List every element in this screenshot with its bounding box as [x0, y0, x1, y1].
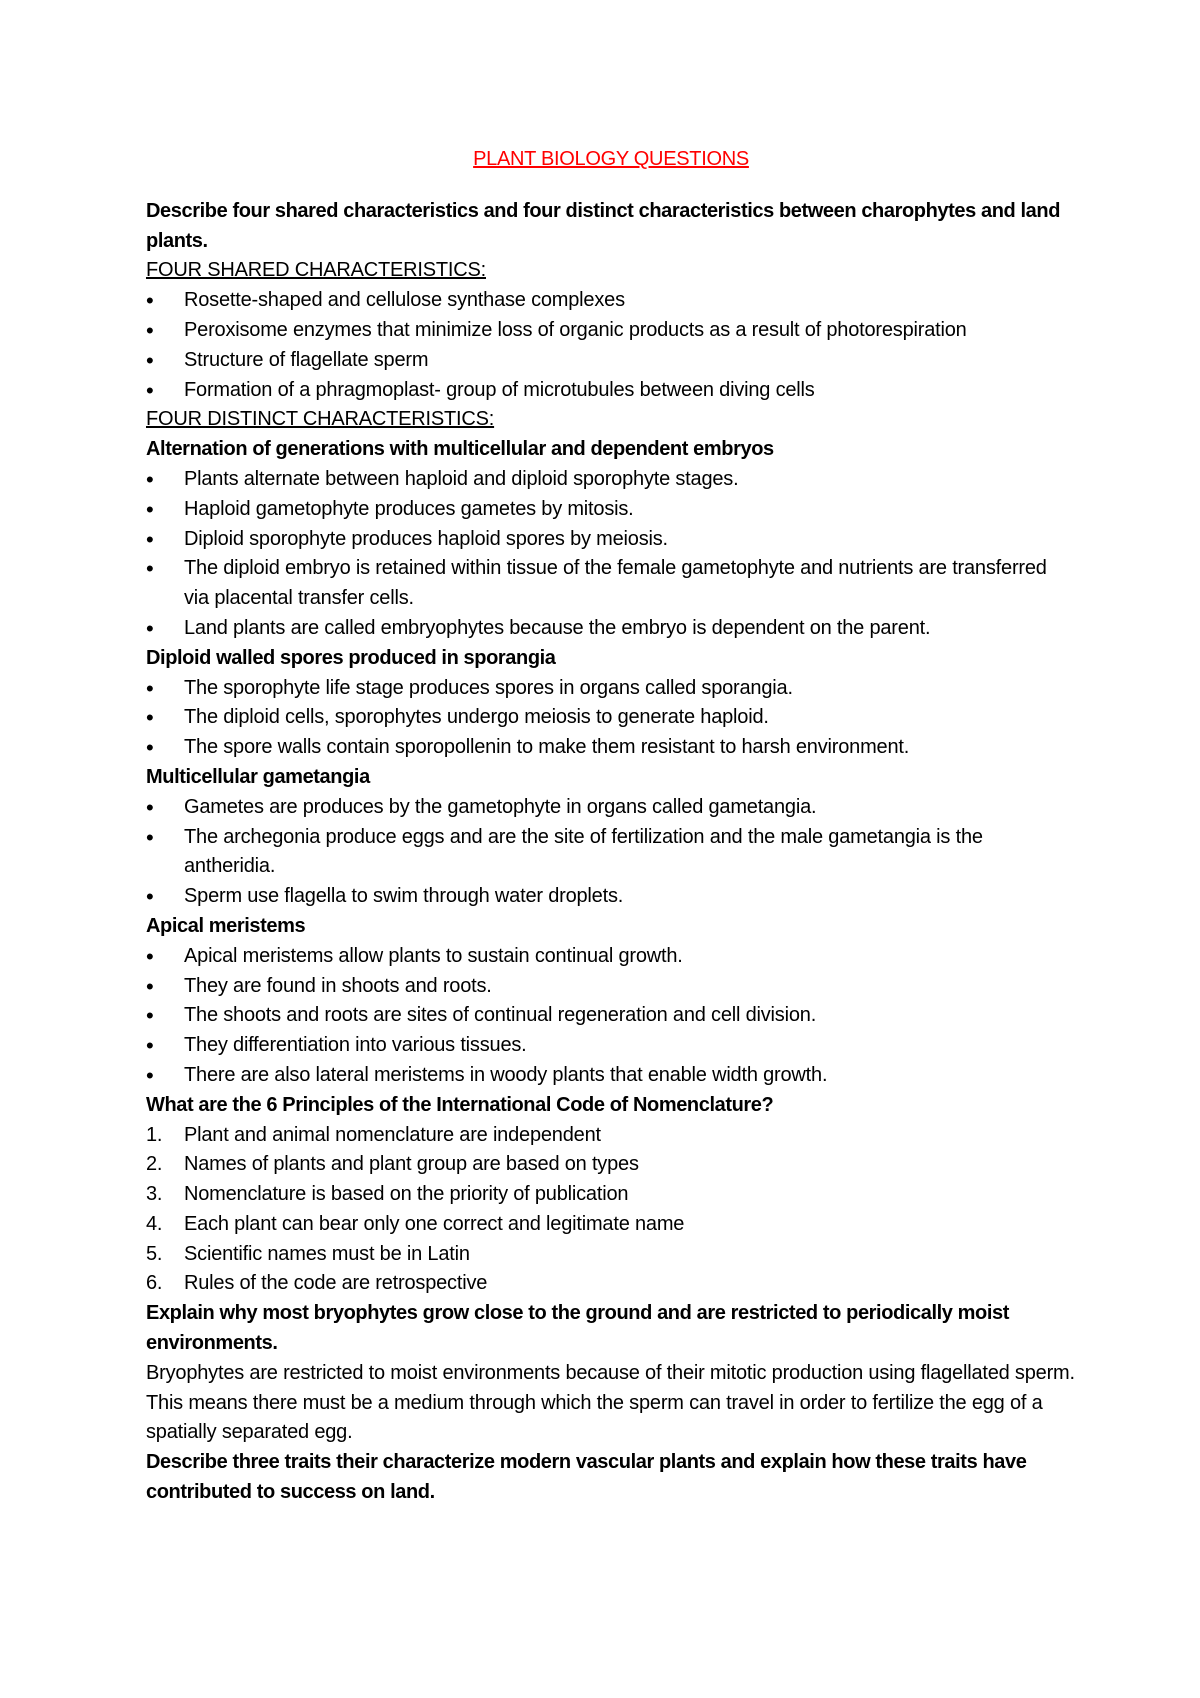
- question-3: Explain why most bryophytes grow close to the ground and are restricted to periodically moist environments.: [146, 1302, 1009, 1355]
- list-item: • The diploid embryo is retained within tissue of the female gametophyte and nutrients are transferred via placental transfer cells.: [146, 554, 1076, 614]
- shared-list: [146, 286, 1076, 405]
- bullet-icon: [146, 525, 176, 557]
- bullet-icon: [146, 1061, 176, 1093]
- list-item: • Land plants are called embryophytes because the embryo is dependent on the parent.: [146, 614, 1076, 644]
- bullet-icon: [146, 1031, 176, 1063]
- bullet-icon: [146, 882, 176, 914]
- list-item: 5. Scientific names must be in Latin: [146, 1240, 1076, 1270]
- list-item: • The archegonia produce eggs and are the site of fertilization and the male gametangia is the antheridia.: [146, 823, 1076, 883]
- list-item: 4. Each plant can bear only one correct and legitimate name: [146, 1210, 1076, 1240]
- distinct-heading: FOUR DISTINCT CHARACTERISTICS:: [146, 408, 495, 431]
- shared-heading: FOUR SHARED CHARACTERISTICS:: [146, 259, 486, 282]
- bullet-icon: [146, 942, 176, 974]
- list-item: • Apical meristems allow plants to sustain continual growth.: [146, 942, 1076, 972]
- question-1: Describe four shared characteristics and four distinct characteristics between charophytes and land plants.: [146, 199, 1061, 252]
- bullet-icon: [146, 823, 176, 855]
- section-list: [146, 793, 1076, 912]
- bullet-icon: [146, 376, 176, 408]
- list-item: • Plants alternate between haploid and diploid sporophyte stages.: [146, 465, 1076, 495]
- answer-paragraph: Bryophytes are restricted to moist environments because of their mitotic production using flagellated sperm. This means there must be a medium through which the sperm can travel in order to fertilize the egg of a spatially separated egg.: [146, 1361, 1075, 1444]
- list-item: • Rosette-shaped and cellulose synthase complexes: [146, 286, 1076, 316]
- bullet-icon: [146, 346, 176, 378]
- list-item: • They are found in shoots and roots.: [146, 972, 1076, 1002]
- list-item: • The spore walls contain sporopollenin to make them resistant to harsh environment.: [146, 733, 1076, 763]
- bullet-icon: [146, 554, 176, 586]
- principles-list: [146, 1121, 1076, 1300]
- list-number: 3.: [146, 1183, 163, 1206]
- list-item: • Structure of flagellate sperm: [146, 346, 1076, 376]
- list-item: • Sperm use flagella to swim through water droplets.: [146, 882, 1076, 912]
- list-number: 5.: [146, 1242, 163, 1265]
- bullet-icon: [146, 703, 176, 735]
- question-4: Describe three traits their characterize modern vascular plants and explain how these traits have contributed to success on land.: [146, 1451, 1027, 1504]
- bullet-icon: [146, 972, 176, 1004]
- bullet-icon: [146, 465, 176, 497]
- list-number: 1.: [146, 1123, 163, 1146]
- list-number: 2.: [146, 1153, 163, 1176]
- list-item: • Diploid sporophyte produces haploid spores by meiosis.: [146, 525, 1076, 555]
- list-item: • The sporophyte life stage produces spores in organs called sporangia.: [146, 674, 1076, 704]
- bullet-icon: [146, 316, 176, 348]
- list-number: 4.: [146, 1212, 163, 1235]
- bullet-icon: [146, 1001, 176, 1033]
- bullet-icon: [146, 674, 176, 706]
- list-item: 2. Names of plants and plant group are based on types: [146, 1150, 1076, 1180]
- section-heading: Alternation of generations with multicellular and dependent embryos: [146, 438, 774, 461]
- list-item: • There are also lateral meristems in woody plants that enable width growth.: [146, 1061, 1076, 1091]
- list-item: • Formation of a phragmoplast- group of microtubules between diving cells: [146, 376, 1076, 406]
- question-2: What are the 6 Principles of the International Code of Nomenclature?: [146, 1093, 774, 1116]
- bullet-icon: [146, 495, 176, 527]
- section-heading: Multicellular gametangia: [146, 765, 370, 788]
- bullet-icon: [146, 614, 176, 646]
- section-list: [146, 674, 1076, 763]
- section-list: [146, 465, 1076, 644]
- section-list: [146, 942, 1076, 1091]
- section-heading: Apical meristems: [146, 914, 306, 937]
- list-item: • The diploid cells, sporophytes undergo meiosis to generate haploid.: [146, 703, 1076, 733]
- list-item: • Peroxisome enzymes that minimize loss of organic products as a result of photorespiration: [146, 316, 1076, 346]
- list-item: • They differentiation into various tissues.: [146, 1031, 1076, 1061]
- bullet-icon: [146, 286, 176, 318]
- list-item: • The shoots and roots are sites of continual regeneration and cell division.: [146, 1001, 1076, 1031]
- page-title: PLANT BIOLOGY QUESTIONS: [473, 148, 749, 170]
- list-item: • Haploid gametophyte produces gametes by mitosis.: [146, 495, 1076, 525]
- list-item: • Gametes are produces by the gametophyte in organs called gametangia.: [146, 793, 1076, 823]
- bullet-icon: [146, 793, 176, 825]
- list-number: 6.: [146, 1272, 163, 1295]
- list-item: 6. Rules of the code are retrospective: [146, 1269, 1076, 1299]
- bullet-icon: [146, 733, 176, 765]
- list-item: 1. Plant and animal nomenclature are independent: [146, 1121, 1076, 1151]
- document-body: [146, 145, 1076, 1508]
- list-item: 3. Nomenclature is based on the priority of publication: [146, 1180, 1076, 1210]
- section-heading: Diploid walled spores produced in sporangia: [146, 646, 556, 669]
